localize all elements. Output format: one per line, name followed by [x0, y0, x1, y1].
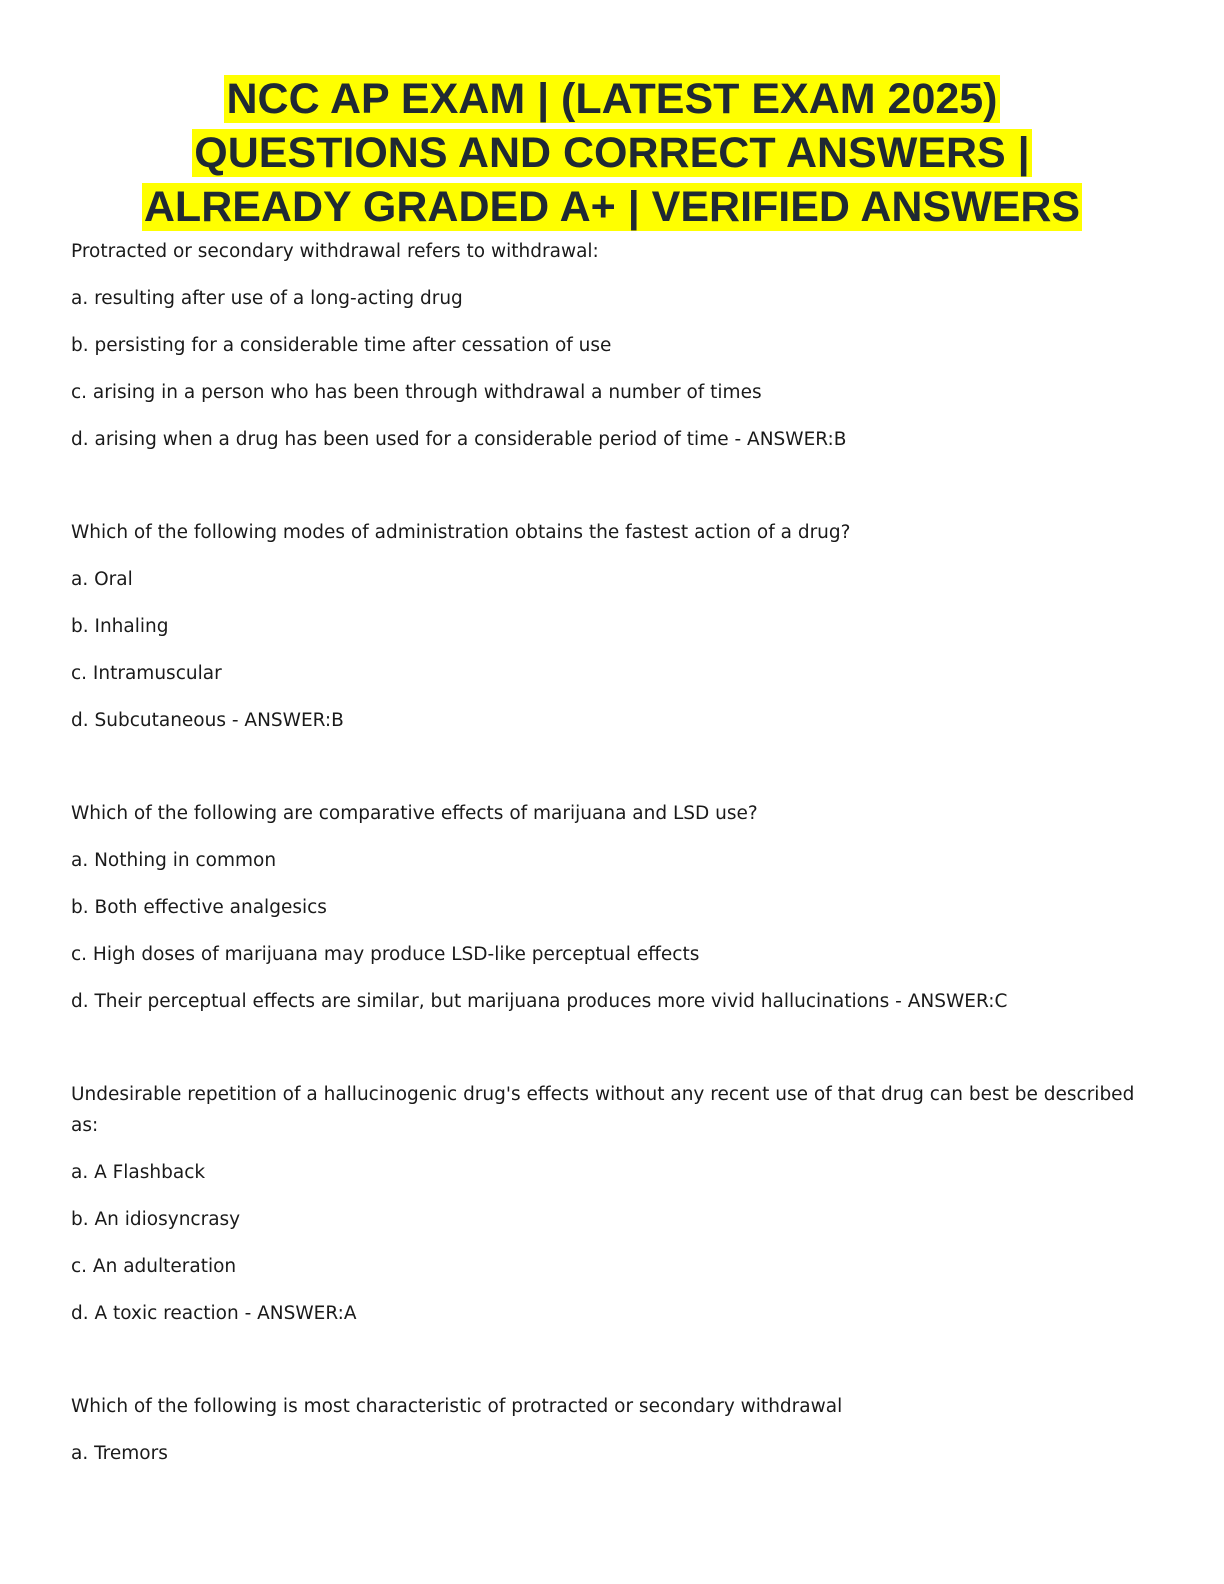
- question-text: Which of the following modes of administration obtains the fastest action of a drug?: [71, 522, 851, 543]
- answer-option: a. A Flashback: [71, 1162, 206, 1183]
- answer-option: a. Tremors: [71, 1443, 168, 1464]
- answer-option: a. Nothing in common: [71, 850, 277, 871]
- answer-option: b. Both effective analgesics: [71, 897, 327, 918]
- answer-option: d. A toxic reaction - ANSWER:A: [71, 1303, 357, 1324]
- answer-option: b. persisting for a considerable time after cessation of use: [71, 335, 612, 356]
- answer-option: a. resulting after use of a long-acting drug: [71, 288, 463, 309]
- answer-option: d. arising when a drug has been used for a considerable period of time - ANSWER:B: [71, 429, 847, 450]
- question-text: Protracted or secondary withdrawal refers to withdrawal:: [71, 241, 599, 262]
- answer-option: c. High doses of marijuana may produce LSD-like perceptual effects: [71, 944, 700, 965]
- spacer: [71, 471, 1151, 517]
- answer-option: c. arising in a person who has been through withdrawal a number of times: [71, 382, 762, 403]
- question-text: Which of the following is most characteristic of protracted or secondary withdrawal: [71, 1396, 843, 1417]
- title-line: [0, 180, 1224, 234]
- answer-option: d. Their perceptual effects are similar, but marijuana produces more vivid hallucinations - ANSWER:C: [71, 991, 1008, 1012]
- question-block: [71, 236, 1151, 455]
- question-text: Which of the following are comparative effects of marijuana and LSD use?: [71, 803, 758, 824]
- answer-option: b. Inhaling: [71, 616, 169, 637]
- answer-option: c. An adulteration: [71, 1256, 237, 1277]
- questions-list: [71, 236, 1151, 1485]
- answer-option: a. Oral: [71, 569, 133, 590]
- title-line-text: NCC AP EXAM | (LATEST EXAM 2025): [226, 75, 998, 123]
- title-line-text: ALREADY GRADED A+ | VERIFIED ANSWERS: [143, 183, 1081, 231]
- answer-option: c. Intramuscular: [71, 663, 222, 684]
- question-text: Undesirable repetition of a hallucinogenic drug's effects without any recent use of that drug can best be described as:: [71, 1084, 1135, 1136]
- title-line: [0, 72, 1224, 126]
- question-block: [71, 517, 1151, 736]
- question-block: [71, 798, 1151, 1017]
- title-line-text: QUESTIONS AND CORRECT ANSWERS |: [194, 129, 1030, 177]
- answer-option: d. Subcutaneous - ANSWER:B: [71, 710, 344, 731]
- question-block: [71, 1079, 1151, 1329]
- spacer: [71, 1033, 1151, 1079]
- question-block: [71, 1391, 1151, 1469]
- document-title: [0, 72, 1224, 234]
- answer-option: b. An idiosyncrasy: [71, 1209, 241, 1230]
- spacer: [71, 752, 1151, 798]
- spacer: [71, 1345, 1151, 1391]
- title-line: [0, 126, 1224, 180]
